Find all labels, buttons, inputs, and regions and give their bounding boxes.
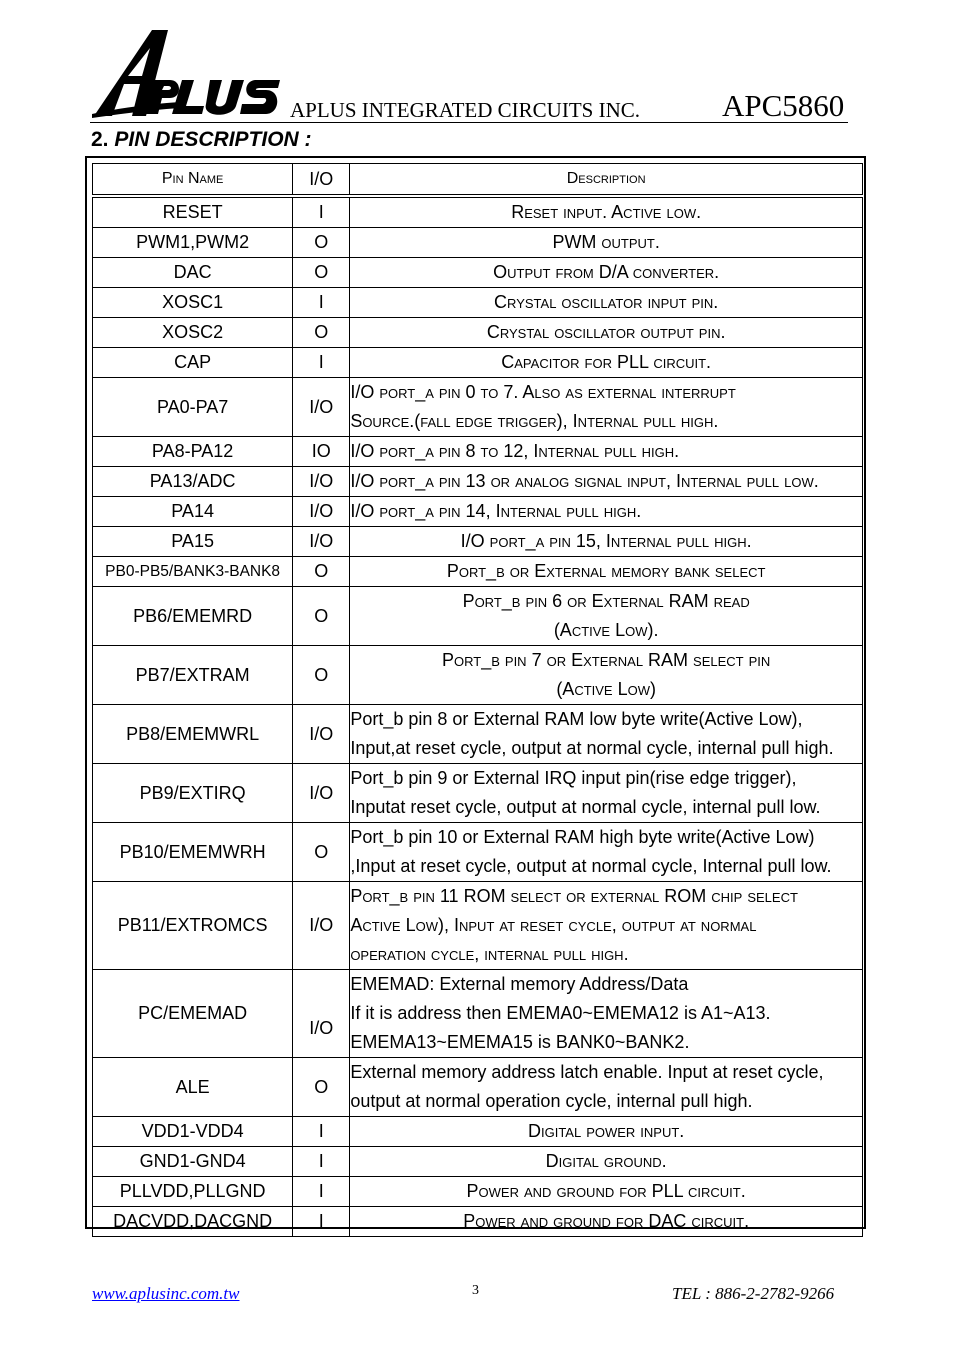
column-header-pin-name: Pin Name [93, 164, 293, 195]
description-line: PWM output. [552, 232, 660, 252]
table-row [93, 318, 863, 348]
table-row [93, 823, 863, 882]
pin-name: PB6/EMEMRD [93, 587, 293, 646]
description-line: (Active Low). [553, 620, 659, 640]
pin-description [350, 348, 863, 378]
description-line: If it is address then EMEMA0~EMEMA12 is A1~A13. [350, 1003, 771, 1023]
pin-description [350, 228, 863, 258]
description-line: Digital ground. [545, 1151, 667, 1171]
pin-name: PA0-PA7 [93, 378, 293, 437]
pin-description [350, 764, 863, 823]
pin-io: I [293, 1207, 350, 1237]
pin-name: PA15 [93, 527, 293, 557]
table-row [93, 288, 863, 318]
pin-description [350, 1177, 863, 1207]
pin-name: PC/EMEMAD [93, 970, 293, 1058]
pin-name: PLLVDD,PLLGND [93, 1177, 293, 1207]
pin-io: I [293, 198, 350, 228]
description-line: output at normal operation cycle, internal pull high. [350, 1091, 753, 1111]
description-line: Port_b pin 11 ROM select or external ROM chip select [350, 886, 798, 906]
description-line: I/O port_a pin 15, Internal pull high. [460, 531, 752, 551]
pin-io: I [293, 1147, 350, 1177]
pin-description [350, 587, 863, 646]
description-line: Reset input. Active low. [511, 202, 702, 222]
pin-io: I/O [293, 970, 350, 1058]
pin-description [350, 1117, 863, 1147]
pin-description [350, 198, 863, 228]
table-row [93, 467, 863, 497]
description-line: Power and ground for PLL circuit. [466, 1181, 746, 1201]
column-header-description: Description [350, 164, 863, 195]
aplus-logo [90, 28, 282, 120]
pin-io: IO [293, 437, 350, 467]
pin-io: I [293, 1117, 350, 1147]
pin-name: PB7/EXTRAM [93, 646, 293, 705]
table-row [93, 497, 863, 527]
description-line: (Active Low) [556, 679, 656, 699]
description-line: Port_b or External memory bank select [446, 561, 766, 581]
pin-description [350, 646, 863, 705]
pin-description [350, 557, 863, 587]
table-row [93, 378, 863, 437]
pin-name: GND1-GND4 [93, 1147, 293, 1177]
table-row [93, 1177, 863, 1207]
pin-io: O [293, 646, 350, 705]
pin-name: ALE [93, 1058, 293, 1117]
description-line: Crystal oscillator output pin. [486, 322, 726, 342]
pin-name: XOSC1 [93, 288, 293, 318]
pin-description [350, 497, 863, 527]
description-line: Output from D/A converter. [493, 262, 720, 282]
page-number: 3 [472, 1283, 479, 1298]
section-number: 2. [91, 128, 109, 151]
pin-description [350, 705, 863, 764]
column-header-io: I/O [293, 164, 350, 195]
pin-description [350, 437, 863, 467]
pin-name: VDD1-VDD4 [93, 1117, 293, 1147]
table-row [93, 970, 863, 1058]
description-line: I/O port_a pin 8 to 12, Internal pull high. [350, 441, 680, 461]
pin-io: O [293, 823, 350, 882]
description-line: EMEMAD: External memory Address/Data [350, 974, 689, 994]
pin-io: O [293, 258, 350, 288]
description-line: Port_b pin 10 or External RAM high byte write(Active Low) [350, 827, 815, 847]
pin-name: PA14 [93, 497, 293, 527]
table-row [93, 646, 863, 705]
pin-description-table [92, 163, 863, 1237]
pin-io: O [293, 557, 350, 587]
pin-name: PB10/EMEMWRH [93, 823, 293, 882]
pin-description [350, 467, 863, 497]
pin-name: PA13/ADC [93, 467, 293, 497]
pin-name: PWM1,PWM2 [93, 228, 293, 258]
pin-io: O [293, 318, 350, 348]
pin-name: PB9/EXTIRQ [93, 764, 293, 823]
pin-name: PB11/EXTROMCS [93, 882, 293, 970]
description-line: I/O port_a pin 14, Internal pull high. [350, 501, 642, 521]
pin-name: CAP [93, 348, 293, 378]
table-row [93, 228, 863, 258]
table-header-row [93, 164, 863, 195]
pin-description [350, 318, 863, 348]
header-rule [90, 122, 848, 123]
pin-description [350, 1058, 863, 1117]
table-row [93, 527, 863, 557]
part-number: APC5860 [722, 88, 845, 123]
pin-name: DACVDD,DACGND [93, 1207, 293, 1237]
pin-io: I/O [293, 527, 350, 557]
description-line: I/O port_a pin 13 or analog signal input, Internal pull low. [350, 471, 819, 491]
pin-description [350, 1207, 863, 1237]
pin-name: RESET [93, 198, 293, 228]
description-line: Port_b pin 8 or External RAM low byte write(Active Low), [350, 709, 803, 729]
pin-io: I/O [293, 764, 350, 823]
table-row [93, 1147, 863, 1177]
pin-io: O [293, 587, 350, 646]
table-row [93, 705, 863, 764]
pin-io: O [293, 228, 350, 258]
table-row [93, 437, 863, 467]
pin-io: I/O [293, 882, 350, 970]
pin-name: XOSC2 [93, 318, 293, 348]
pin-description [350, 527, 863, 557]
pin-name: PB8/EMEMWRL [93, 705, 293, 764]
pin-description [350, 378, 863, 437]
description-line: I/O port_a pin 0 to 7. Also as external interrupt [350, 382, 736, 402]
pin-io: I [293, 348, 350, 378]
pin-io: I/O [293, 378, 350, 437]
section-heading [91, 128, 312, 152]
pin-name: PA8-PA12 [93, 437, 293, 467]
table-row [93, 1117, 863, 1147]
section-title: PIN DESCRIPTION : [114, 128, 312, 151]
description-line: External memory address latch enable. Input at reset cycle, [350, 1062, 824, 1082]
description-line: Source.(fall edge trigger), Internal pull high. [350, 411, 719, 431]
description-line: Crystal oscillator input pin. [494, 292, 719, 312]
pin-description [350, 823, 863, 882]
description-line: Capacitor for PLL circuit. [501, 352, 712, 372]
pin-description [350, 258, 863, 288]
description-line: operation cycle, internal pull high. [350, 944, 629, 964]
pin-name: PB0-PB5/BANK3-BANK8 [93, 557, 293, 587]
description-line: Digital power input. [527, 1121, 685, 1141]
table-row [93, 198, 863, 228]
description-line: Inputat reset cycle, output at normal cycle, internal pull low. [350, 797, 821, 817]
pin-io: I/O [293, 705, 350, 764]
pin-io: I/O [293, 467, 350, 497]
table-row [93, 1058, 863, 1117]
description-line: Input,at reset cycle, output at normal cycle, internal pull high. [350, 738, 834, 758]
website-link[interactable]: www.aplusinc.com.tw [92, 1284, 240, 1303]
table-row [93, 587, 863, 646]
description-line: ,Input at reset cycle, output at normal cycle, Internal pull low. [350, 856, 832, 876]
description-line: Active Low), Input at reset cycle, output at normal [350, 915, 757, 935]
description-line: EMEMA13~EMEMA15 is BANK0~BANK2. [350, 1032, 690, 1052]
pin-io: I [293, 1177, 350, 1207]
telephone: TEL : 886-2-2782-9266 [672, 1284, 835, 1303]
description-line: Port_b pin 9 or External IRQ input pin(rise edge trigger), [350, 768, 797, 788]
table-row [93, 258, 863, 288]
pin-description [350, 882, 863, 970]
pin-io: I/O [293, 497, 350, 527]
company-name: APLUS INTEGRATED CIRCUITS INC. [290, 98, 641, 122]
table-row [93, 557, 863, 587]
pin-io: O [293, 1058, 350, 1117]
description-line: Port_b pin 6 or External RAM read [462, 591, 750, 611]
table-row [93, 882, 863, 970]
pin-io: I [293, 288, 350, 318]
table-row [93, 348, 863, 378]
pin-name: DAC [93, 258, 293, 288]
pin-description [350, 1147, 863, 1177]
pin-description [350, 970, 863, 1058]
table-row [93, 1207, 863, 1237]
description-line: Power and ground for DAC circuit. [463, 1211, 750, 1231]
pin-description [350, 288, 863, 318]
description-line: Port_b pin 7 or External RAM select pin [442, 650, 771, 670]
table-row [93, 764, 863, 823]
